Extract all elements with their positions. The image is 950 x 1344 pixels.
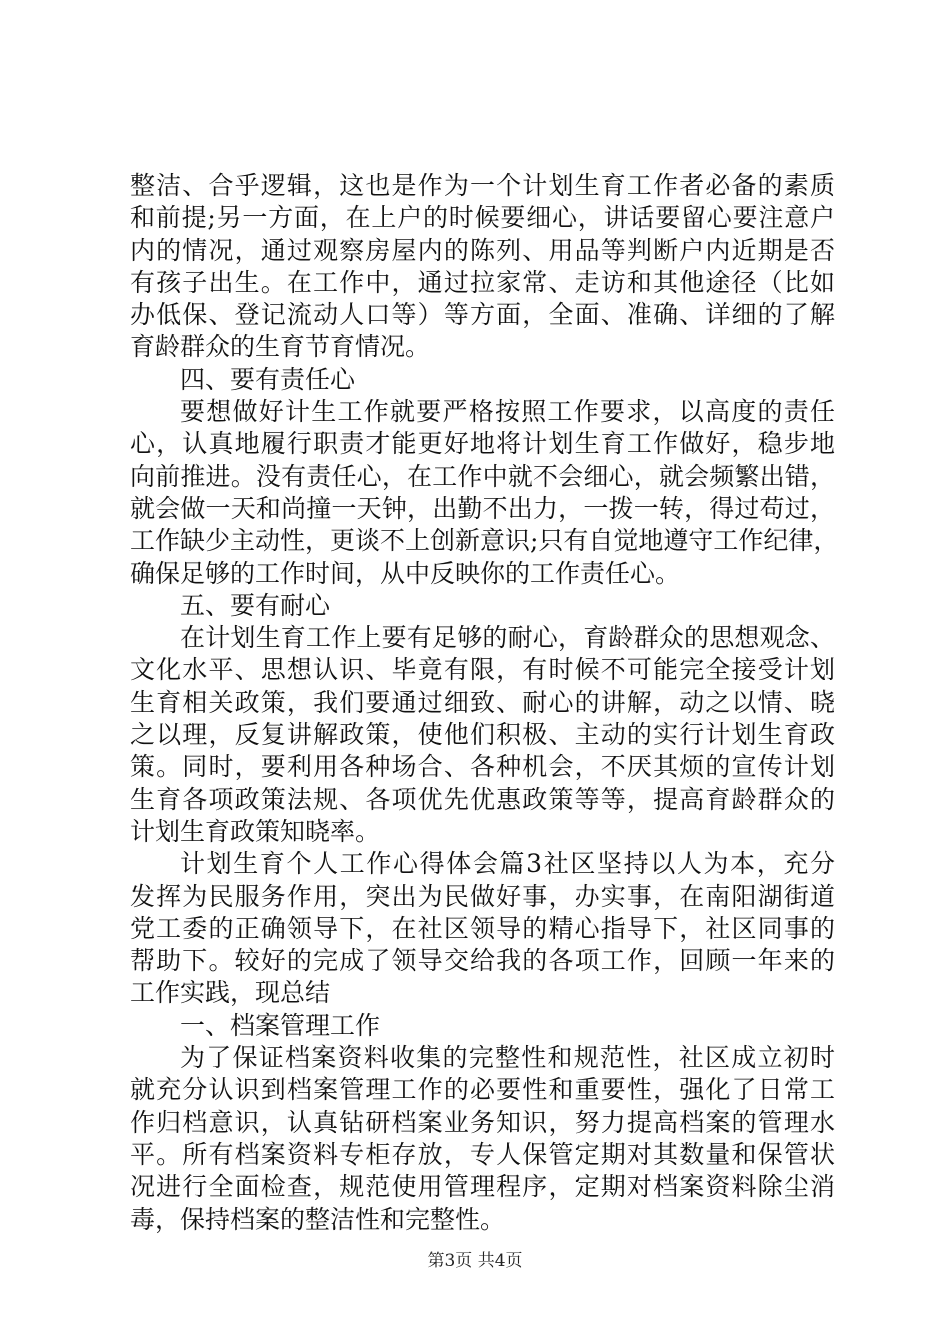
text-line: 就会做一天和尚撞一天钟，出勤不出力，一拨一转，得过苟过， <box>130 493 835 523</box>
document-body <box>130 170 839 1236</box>
text-line: 党工委的正确领导下，在社区领导的精心指导下，社区同事的 <box>130 913 835 943</box>
text-line: 整洁、合乎逻辑，这也是作为一个计划生育工作者必备的素质 <box>130 171 835 200</box>
text-line: 帮助下。较好的完成了领导交给我的各项工作，回顾一年来的 <box>130 946 835 976</box>
text-line: 办低保、登记流动人口等）等方面，全面、准确、详细的了解 <box>130 300 835 330</box>
text-line: 计划生育政策知晓率。 <box>130 816 381 846</box>
text-line: 确保足够的工作时间，从中反映你的工作责任心。 <box>130 558 681 588</box>
text-line: 作归档意识，认真钻研档案业务知识，努力提高档案的管理水 <box>130 1107 835 1137</box>
text-line: 有孩子出生。在工作中，通过拉家常、走访和其他途径（比如 <box>130 267 835 297</box>
text-line: 五、要有耐心 <box>180 590 331 620</box>
text-line: 一、档案管理工作 <box>180 1010 381 1040</box>
text-line: 生育各项政策法规、各项优先优惠政策等等，提高育龄群众的 <box>130 784 835 814</box>
text-line: 生育相关政策，我们要通过细致、耐心的讲解，动之以情、晓 <box>130 687 835 717</box>
text-line: 四、要有责任心 <box>180 364 356 394</box>
text-line: 之以理，反复讲解政策，使他们积极、主动的实行计划生育政 <box>130 720 835 750</box>
text-line: 工作实践，现总结 <box>130 978 331 1008</box>
text-line: 和前提;另一方面，在上户的时候要细心，讲话要留心要注意户 <box>130 203 835 233</box>
text-line: 育龄群众的生育节育情况。 <box>130 332 431 362</box>
text-line: 策。同时，要利用各种场合、各种机会，不厌其烦的宣传计划 <box>130 752 835 782</box>
text-line: 毒，保持档案的整洁性和完整性。 <box>130 1204 506 1234</box>
page-footer: 第3页 共4页 <box>427 1251 523 1271</box>
text-line: 向前推进。没有责任心，在工作中就不会细心，就会频繁出错， <box>130 461 835 491</box>
text-line: 文化水平、思想认识、毕竟有限，有时候不可能完全接受计划 <box>130 655 835 685</box>
text-line: 心，认真地履行职责才能更好地将计划生育工作做好，稳步地 <box>130 429 835 459</box>
text-line: 为了保证档案资料收集的完整性和规范性，社区成立初时 <box>180 1043 835 1073</box>
text-line: 内的情况，通过观察房屋内的陈列、用品等判断户内近期是否 <box>130 235 835 265</box>
text-line: 要想做好计生工作就要严格按照工作要求，以高度的责任 <box>180 397 835 427</box>
text-line: 计划生育个人工作心得体会篇3社区坚持以人为本，充分 <box>180 849 835 879</box>
text-line: 就充分认识到档案管理工作的必要性和重要性，强化了日常工 <box>130 1075 835 1105</box>
text-line: 工作缺少主动性，更谈不上创新意识;只有自觉地遵守工作纪律， <box>130 526 839 556</box>
text-line: 况进行全面检查，规范使用管理程序，定期对档案资料除尘消 <box>130 1172 835 1202</box>
text-line: 发挥为民服务作用，突出为民做好事，办实事，在南阳湖街道 <box>130 881 835 911</box>
text-line: 在计划生育工作上要有足够的耐心，育龄群众的思想观念、 <box>180 623 835 653</box>
text-line: 平。所有档案资料专柜存放，专人保管定期对其数量和保管状 <box>130 1139 835 1169</box>
